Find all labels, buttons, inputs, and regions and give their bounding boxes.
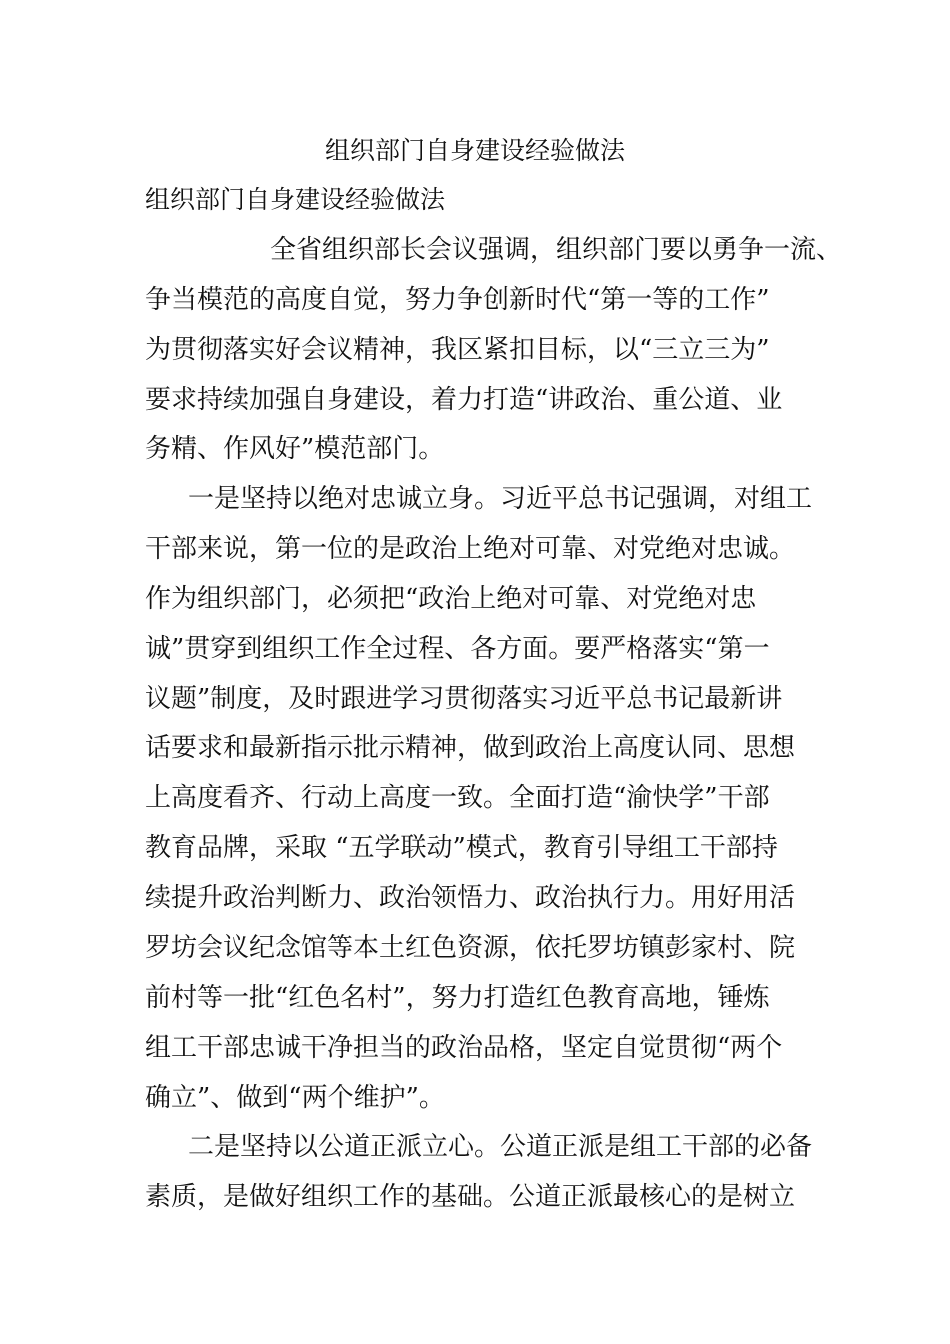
paragraph-line: 争当模范的高度自觉，努力争创新时代“第一等的工作” (145, 285, 770, 315)
paragraph-line: 二是坚持以公道正派立心。公道正派是组工干部的必备 (188, 1132, 813, 1162)
paragraph-line: 上高度看齐、行动上高度一致。全面打造“渝快学”干部 (145, 783, 770, 813)
document-title: 组织部门自身建设经验做法 (324, 136, 625, 165)
paragraph-line: 前村等一批“红色名村”，努力打造红色教育高地，锤炼 (145, 983, 770, 1013)
paragraph-line: 话要求和最新指示批示精神，做到政治上高度认同、思想 (145, 733, 796, 763)
paragraph-line: 一是坚持以绝对忠诚立身。习近平总书记强调，对组工 (188, 484, 813, 514)
paragraph-line: 议题”制度，及时跟进学习贯彻落实习近平总书记最新讲 (145, 684, 783, 714)
paragraph-line: 为贯彻落实好会议精神，我区紧扣目标，以“三立三为” (145, 335, 770, 365)
paragraph-line: 务精、作风好”模范部门。 (145, 434, 445, 464)
document-subtitle: 组织部门自身建设经验做法 (145, 185, 446, 214)
paragraph-line: 素质，是做好组织工作的基础。公道正派最核心的是树立 (145, 1182, 796, 1212)
paragraph-line: 全省组织部长会议强调，组织部门要以勇争一流、 (270, 235, 843, 265)
paragraph-line: 续提升政治判断力、政治领悟力、政治执行力。用好用活 (145, 883, 796, 913)
paragraph-line: 教育品牌，采取 “五学联动”模式，教育引导组工干部持 (145, 833, 778, 863)
paragraph-line: 确立”、做到“两个维护”。 (145, 1083, 445, 1113)
paragraph-line: 作为组织部门，必须把“政治上绝对可靠、对党绝对忠 (145, 584, 757, 614)
paragraph-line: 干部来说，第一位的是政治上绝对可靠、对党绝对忠诚。 (145, 534, 796, 564)
paragraph-line: 诚”贯穿到组织工作全过程、各方面。要严格落实“第一 (145, 634, 770, 664)
paragraph-line: 组工干部忠诚干净担当的政治品格，坚定自觉贯彻“两个 (145, 1033, 783, 1063)
paragraph-line: 要求持续加强自身建设，着力打造“讲政治、重公道、业 (145, 385, 783, 415)
paragraph-line: 罗坊会议纪念馆等本土红色资源，依托罗坊镇彭家村、院 (145, 933, 796, 963)
